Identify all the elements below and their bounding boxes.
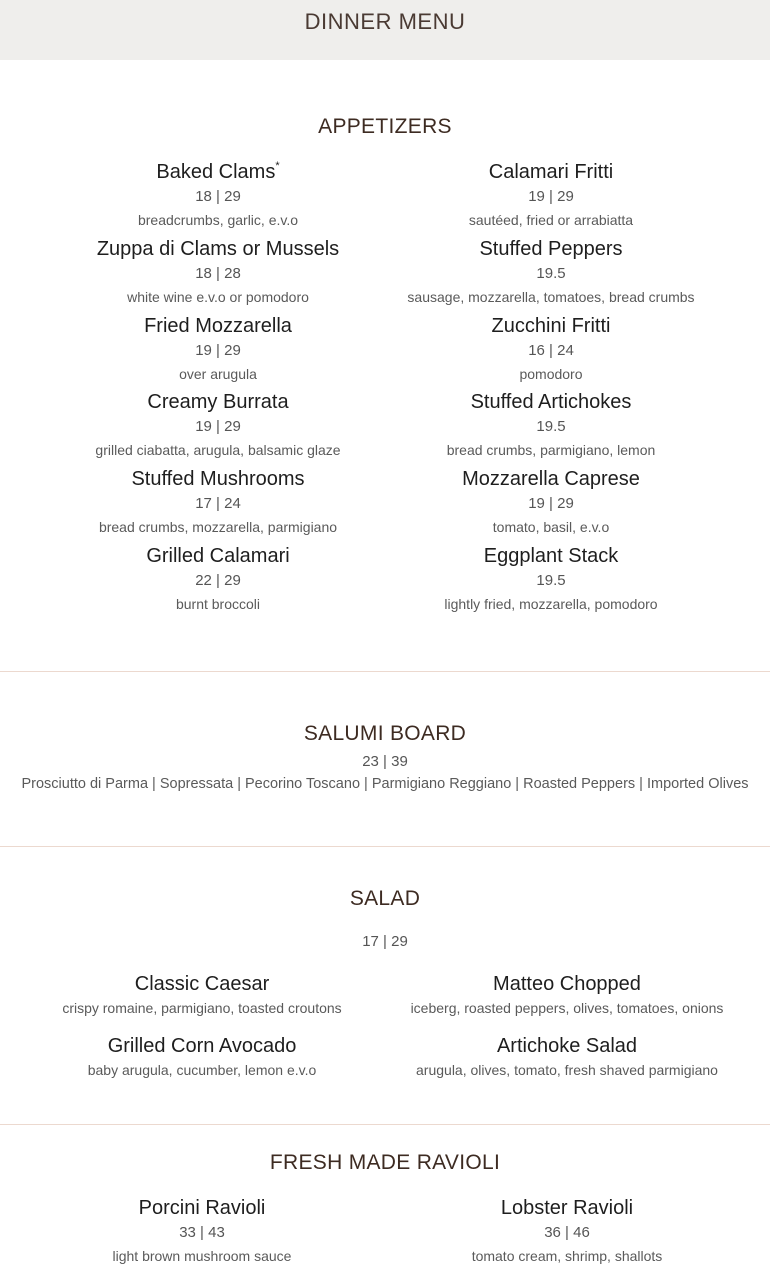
section-divider <box>0 846 770 847</box>
menu-item-description: sautéed, fried or arrabiatta <box>468 212 634 228</box>
menu-item-name: Eggplant Stack <box>483 545 619 567</box>
salad-item-grilled-corn-avocado <box>52 1033 352 1081</box>
menu-item-description: sausage, mozzarella, tomatoes, bread crumbs <box>407 289 695 305</box>
menu-item-price: 18 | 29 <box>195 188 241 205</box>
menu-item-description: burnt broccoli <box>175 596 261 612</box>
menu-item-name: Mozzarella Caprese <box>462 468 640 490</box>
menu-item-price: 18 | 28 <box>195 265 241 282</box>
menu-item-description: tomato, basil, e.v.o <box>492 519 610 535</box>
menu-item-name: Fried Mozzarella <box>144 315 292 337</box>
menu-item-description: iceberg, roasted peppers, olives, tomatoes, onions <box>410 1000 724 1016</box>
menu-item-name: Lobster Ravioli <box>500 1197 634 1219</box>
menu-item-description: lightly fried, mozzarella, pomodoro <box>444 596 658 612</box>
salumi-board-description: Prosciutto di Parma | Sopressata | Pecorino Toscano | Parmigiano Reggiano | Roasted Peppers | Imported Olives <box>21 776 749 792</box>
salad-item-matteo-chopped <box>407 971 727 1019</box>
menu-item-price: 19 | 29 <box>195 418 241 435</box>
menu-item-price: 19 | 29 <box>528 188 574 205</box>
menu-item-description: over arugula <box>179 366 257 382</box>
menu-item-description: light brown mushroom sauce <box>112 1248 292 1264</box>
menu-item-lobster-ravioli <box>407 1195 727 1267</box>
allergen-mark: * <box>275 160 280 172</box>
menu-item-price: 19 | 29 <box>195 342 241 359</box>
menu-item-name: Porcini Ravioli <box>138 1197 266 1219</box>
menu-item-name: Creamy Burrata <box>147 391 289 413</box>
menu-item-price: 19.5 <box>536 418 566 435</box>
menu-item-name: Zuppa di Clams or Mussels <box>96 238 340 260</box>
menu-item-name: Baked Clams* <box>156 160 280 183</box>
menu-item-description: bread crumbs, parmigiano, lemon <box>446 442 656 458</box>
menu-item-stuffed-artichokes <box>396 389 706 461</box>
menu-item-description: baby arugula, cucumber, lemon e.v.o <box>87 1062 317 1078</box>
section-divider <box>0 1124 770 1125</box>
menu-item-price: 36 | 46 <box>544 1224 590 1241</box>
menu-item-description: white wine e.v.o or pomodoro <box>127 289 309 305</box>
menu-item-name: Matteo Chopped <box>493 973 641 995</box>
menu-item-description: breadcrumbs, garlic, e.v.o <box>137 212 299 228</box>
menu-item-description: tomato cream, shrimp, shallots <box>471 1248 663 1264</box>
menu-item-price: 19.5 <box>536 265 566 282</box>
menu-item-grilled-calamari <box>68 543 368 615</box>
ravioli-heading: FRESH MADE RAVIOLI <box>269 1151 501 1174</box>
salad-heading: SALAD <box>349 887 421 910</box>
salad-item-artichoke-salad <box>407 1033 727 1081</box>
salumi-board-price: 23 | 39 <box>362 753 408 770</box>
menu-item-name: Zucchini Fritti <box>491 315 611 337</box>
menu-item-description: grilled ciabatta, arugula, balsamic glaze <box>95 442 341 458</box>
menu-item-description: crispy romaine, parmigiano, toasted croutons <box>62 1000 342 1016</box>
salad-item-classic-caesar <box>52 971 352 1019</box>
menu-item-name: Grilled Calamari <box>146 545 290 567</box>
menu-item-stuffed-peppers <box>396 236 706 308</box>
menu-item-name: Stuffed Mushrooms <box>131 468 305 490</box>
menu-item-name: Grilled Corn Avocado <box>107 1035 297 1057</box>
menu-item-name: Calamari Fritti <box>488 161 614 183</box>
menu-item-stuffed-mushrooms <box>68 466 368 538</box>
menu-item-baked-clams <box>68 159 368 231</box>
menu-item-description: pomodoro <box>519 366 583 382</box>
salad-price: 17 | 29 <box>362 933 408 950</box>
menu-item-name: Classic Caesar <box>134 973 270 995</box>
menu-header <box>0 0 770 60</box>
menu-item-porcini-ravioli <box>52 1195 352 1267</box>
menu-title: DINNER MENU <box>304 9 466 34</box>
menu-item-price: 16 | 24 <box>528 342 574 359</box>
menu-item-name: Stuffed Peppers <box>479 238 623 260</box>
appetizers-heading: APPETIZERS <box>318 115 452 138</box>
menu-item-calamari-fritti <box>396 159 706 231</box>
salumi-board-heading: SALUMI BOARD <box>303 722 467 745</box>
menu-item-description: bread crumbs, mozzarella, parmigiano <box>98 519 338 535</box>
menu-item-eggplant-stack <box>396 543 706 615</box>
menu-item-price: 17 | 24 <box>195 495 241 512</box>
menu-item-price: 22 | 29 <box>195 572 241 589</box>
section-divider <box>0 671 770 672</box>
menu-item-price: 19.5 <box>536 572 566 589</box>
menu-item-creamy-burrata <box>68 389 368 461</box>
menu-item-zucchini-fritti <box>396 313 706 385</box>
menu-item-fried-mozzarella <box>68 313 368 385</box>
menu-item-price: 33 | 43 <box>179 1224 225 1241</box>
menu-item-zuppa-di-clams <box>68 236 368 308</box>
menu-item-price: 19 | 29 <box>528 495 574 512</box>
menu-item-description: arugula, olives, tomato, fresh shaved parmigiano <box>416 1062 718 1078</box>
menu-item-name: Stuffed Artichokes <box>470 391 632 413</box>
menu-item-name: Artichoke Salad <box>496 1035 638 1057</box>
menu-item-mozzarella-caprese <box>396 466 706 538</box>
